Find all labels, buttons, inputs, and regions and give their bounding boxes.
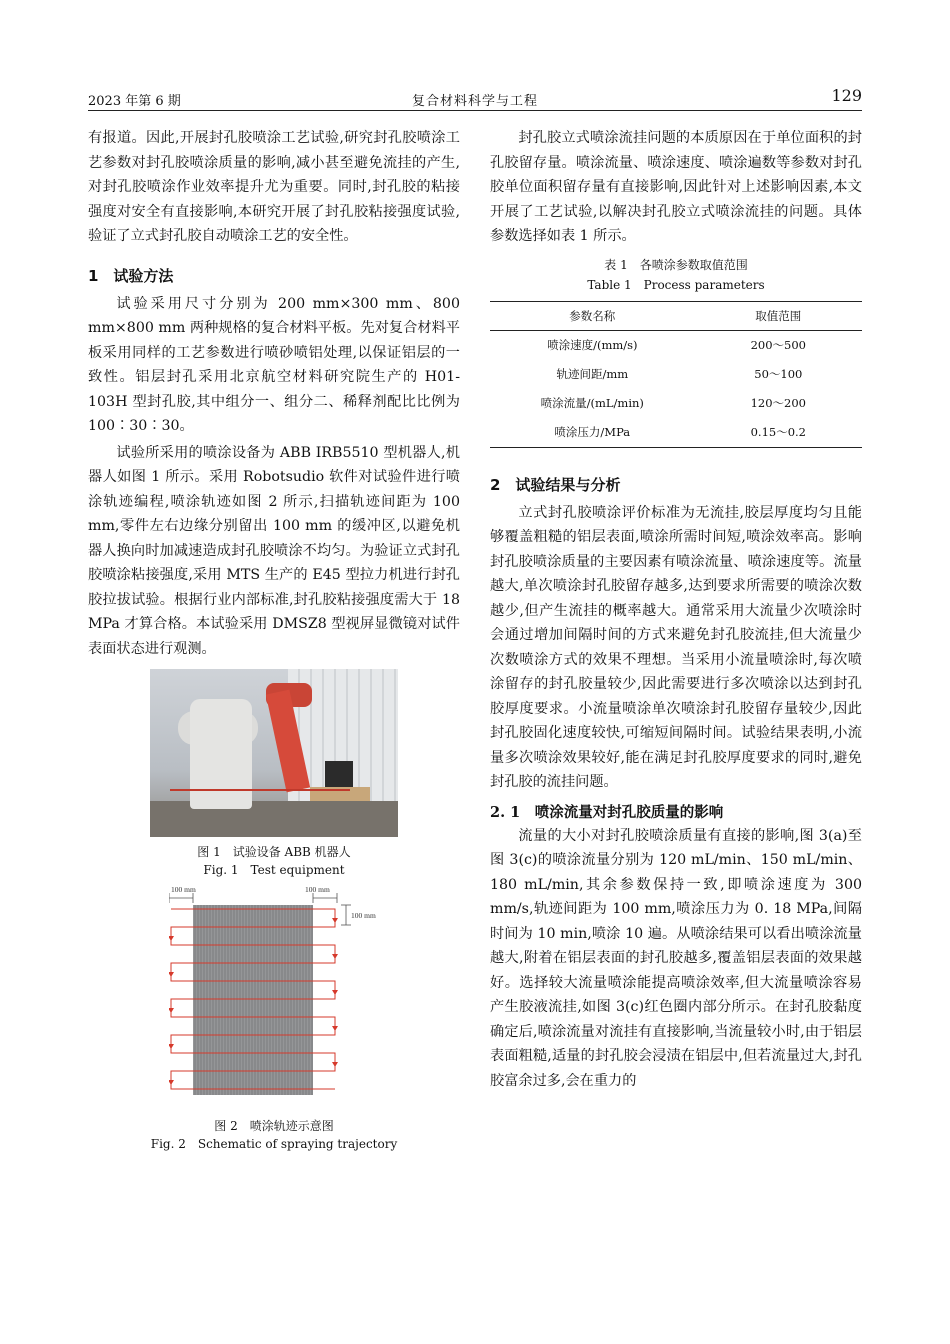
table-caption-en: Table 1 Process parameters [587,277,765,292]
section-2-1-heading: 2. 1 喷涂流量对封孔胶质量的影响 [490,803,724,821]
figure-2-caption-en: Fig. 2 Schematic of spraying trajectory [150,1137,398,1151]
table-row [490,330,862,360]
right-margin-label: 100 mm [305,885,330,894]
table-cell: 轨迹间距/mm [556,367,629,381]
table-cell: 200～500 [750,338,806,352]
section-2-heading: 2 试验结果与分析 [490,475,621,494]
running-header [88,86,862,111]
section-1-paragraph-2: 试验所采用的喷涂设备为 ABB IRB5510 型机器人,机器人如图 1 所示。采用 Robotsudio 软件对试验件进行喷涂轨迹编程,喷涂轨迹如图 2 所示,扫描轨迹间距为 100 mm,零件左右边缘分别留出 100 mm 的缓冲区,以避免机器人换向时加减速造成封孔胶喷涂不均匀。为验证立式封孔胶喷涂粘接强度,采用 MTS 生产的 E45 型拉力机进行封孔胶拉拔试验。根据行业内部标准,封孔胶粘接强度需大于 18 MPa 才算合格。本试验采用 DMSZ8 型视屏显微镜对试件表面状态进行观测。 [88,444,460,657]
figure-1 [88,669,460,879]
section-1-heading: 1 试验方法 [88,266,174,285]
table-caption-cn: 表 1 各喷涂参数取值范围 [604,257,748,272]
header-range: 取值范围 [695,301,862,330]
journal-title: 复合材料科学与工程 [411,94,538,109]
figure-2 [88,885,460,1153]
table-cell: 喷涂速度/(mm/s) [547,338,638,352]
table-1 [490,255,862,448]
intro-paragraph: 有报道。因此,开展封孔胶喷涂工艺试验,研究封孔胶喷涂工艺参数对封孔胶喷涂质量的影响,减小甚至避免流挂的产生,对封孔胶喷涂作业效率提升尤为重要。同时,封孔胶的粘接强度对安全有直接影响,本研究开展了封孔胶粘接强度试验,验证了立式封孔胶自动喷涂工艺的安全性。 [88,130,460,244]
table-cell: 喷涂流量/(mL/min) [540,396,644,410]
figure-1-caption-en: Fig. 1 Test equipment [203,863,345,877]
issue-label: 2023 年第 6 期 [88,94,181,109]
table-cell: 50～100 [754,367,803,381]
photo-panel-shape [325,761,353,787]
figure-2-caption-cn: 图 2 喷涂轨迹示意图 [214,1119,334,1133]
table-cell: 120～200 [750,396,806,410]
parameters-table [490,301,862,448]
right-paragraph-1: 封孔胶立式喷涂流挂问题的本质原因在于单位面积的封孔胶留存量。喷涂流量、喷涂速度、喷涂遍数等参数对封孔胶单位面积留存量有直接影响,因此针对上述影响因素,本文开展了工艺试验,以解决封孔胶立式喷涂流挂的问题。具体参数选择如表 1 所示。 [490,130,862,244]
trajectory-schematic [169,885,379,1105]
header-param: 参数名称 [490,301,695,330]
section-2-paragraph-1: 立式封孔胶喷涂评价标准为无流挂,胶层厚度均匀且能够覆盖粗糙的铝层表面,喷涂所需时间短,喷涂效率高。影响封孔胶喷涂质量的主要因素有喷涂流量、喷涂速度等。流量越大,单次喷涂封孔胶留存越多,达到要求所需要的喷涂次数越少,但产生流挂的概率越大。通常采用大流量少次喷涂时会通过增加间隔时间的方式来避免封孔胶流挂,但大流量少次数喷涂方式的效果不理想。当采用小流量喷涂时,每次喷涂留存的封孔胶量较少,因此需要进行多次喷涂以达到封孔胶厚度要求。小流量喷涂单次喷涂封孔胶留存量较少,因此封孔胶固化速度较快,可缩短间隔时间。试验结果表明,小流量多次喷涂效果较好,能在满足封孔胶厚度要求的同时,避免封孔胶的流挂问题。 [490,504,862,790]
left-column [88,126,460,1153]
figure-1-caption-cn: 图 1 试验设备 ABB 机器人 [197,845,351,859]
right-column [490,126,862,1093]
left-margin-label: 100 mm [171,885,196,894]
robot-photo [150,669,398,837]
table-cell: 喷涂压力/MPa [490,418,695,448]
section-1-paragraph-1: 试验采用尺寸分别为 200 mm×300 mm、800 mm×800 mm 两种规格的复合材料平板。先对复合材料平板采用同样的工艺参数进行喷砂喷铝处理,以保证铝层的一致性。铝层封孔采用北京航空材料研究院生产的 H01-103H 型封孔胶,其中组分一、组分二、稀释剂配比比例为 100∶30∶30。 [88,295,460,434]
table-cell: 0.15～0.2 [695,418,862,448]
table-row [490,360,862,389]
table-row [490,418,862,448]
table-header-row [490,301,862,330]
table-row [490,389,862,418]
page-number: 129 [831,86,862,105]
robot-body-shape [190,699,252,809]
spacing-label: 100 mm [351,911,376,920]
section-2-1-paragraph-1: 流量的大小对封孔胶喷涂质量有直接的影响,图 3(a)至图 3(c)的喷涂流量分别为 120 mL/min、150 mL/min、180 mL/min,其余参数保持一致,即喷涂速度为 300 mm/s,轨迹间距为 100 mm,喷涂压力为 0. 18 MPa,间隔时间为 10 min,喷涂 10 遍。从喷涂结果可以看出喷涂流量越大,附着在铝层表面的封孔胶越多,覆盖铝层表面的效果越好。选择较大流量喷涂能提高喷涂效率,但大流量喷涂容易产生胶液流挂,如图 3(c)红色圈内部分所示。在封孔胶黏度确定后,喷涂流量对流挂有直接影响,当流量较小时,由于铝层表面粗糙,适量的封孔胶会浸渍在铝层中,但若流量过大,封孔胶富余过多,会在重力的 [490,827,862,1089]
photo-barrier-rope [170,789,350,791]
photo-floor [150,801,398,837]
